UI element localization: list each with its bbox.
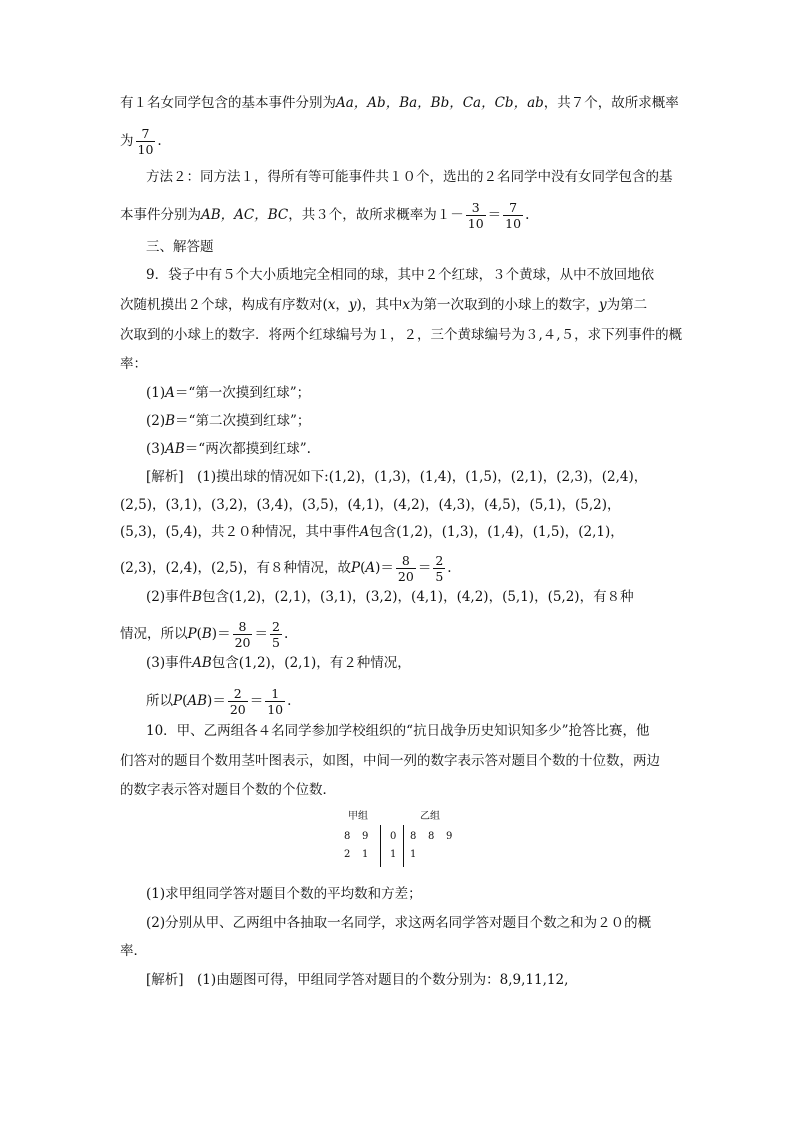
fraction: $\frac{2}{5}$ xyxy=(435,553,444,584)
solution-line: 情况，所以P(B)＝ $\frac{8}{20}$ ＝ $\frac{2}{5}$ . xyxy=(120,619,289,650)
solution-line: (2,5)，(3,1)，(3,2)，(3,4)，(3,5)，(4,1)，(4,2)，(4,3)，(4,5)，(5,1)，(5,2)， xyxy=(120,497,621,513)
table-left-title: 甲组 xyxy=(348,811,368,822)
question-part: 率． xyxy=(120,943,147,959)
question-line: 10．甲、乙两组各４名同学参加学校组织的“抗日战争历史知识知多少”抢答比赛，他 xyxy=(146,723,650,739)
text-line: 方法２：同方法１，得所有等可能事件共１０个，选出的２名同学中没有女同学包含的基 xyxy=(146,169,673,185)
table-divider-right xyxy=(403,825,404,867)
leaf-cell: 2 xyxy=(344,849,351,860)
stem-leaf-table xyxy=(340,805,490,865)
fraction: $\frac{2}{5}$ xyxy=(271,619,280,650)
solution-line: (3)事件AB包含(1,2)，(2,1)，有２种情况， xyxy=(146,655,411,671)
fraction: $\frac{1}{10}$ xyxy=(267,686,284,717)
leaf-cell: 9 xyxy=(446,831,453,842)
question-line: 9．袋子中有５个大小质地完全相同的球，其中２个红球，３个黄球，从中不放回地依 xyxy=(146,267,655,283)
leaf-cell: 8 xyxy=(410,831,417,842)
solution-line: (5,3)，(5,4)，共２０种情况，其中事件A包含(1,2)，(1,3)，(1,4)，(1,5)，(2,1)， xyxy=(120,524,624,540)
stem-cell: 1 xyxy=(390,849,397,860)
text-line: 为 $\frac{7}{10}$ . xyxy=(120,126,162,157)
table-divider-left xyxy=(380,825,381,867)
question-line: 的数字表示答对题目个数的个位数． xyxy=(120,782,336,798)
question-part: (2)分别从甲、乙两组中各抽取一名同学，求这两名同学答对题目个数之和为２０的概 xyxy=(146,915,652,931)
table-right-title: 乙组 xyxy=(420,811,440,822)
leaf-cell: 8 xyxy=(428,831,435,842)
solution-line: (2)事件B包含(1,2)，(2,1)，(3,1)，(3,2)，(4,1)，(4,2)，(5,1)，(5,2)，有８种 xyxy=(146,589,634,605)
leaf-cell: 1 xyxy=(410,849,417,860)
fraction: $\frac{8}{20}$ xyxy=(234,619,251,650)
question-line: 次随机摸出２个球，构成有序数对(x，y)，其中x为第一次取到的小球上的数字，y为第二 xyxy=(120,297,648,313)
solution-line: (2,3)，(2,4)，(2,5)，有８种情况，故P(A)＝ $\frac{8}{20}$ ＝ $\frac{2}{5}$ . xyxy=(120,553,452,584)
event-item: (2)B＝“第二次摸到红球”； xyxy=(146,413,311,429)
text-line: 有１名女同学包含的基本事件分别为Aa，Ab，Ba，Bb，Ca，Cb，ab，共７个，故所求概率 xyxy=(120,95,679,111)
text-line: 本事件分别为AB，AC，BC，共３个，故所求概率为１－ $\frac{3}{10}$ ＝ $\frac{7}{10}$ . xyxy=(120,200,530,231)
question-line: 率： xyxy=(120,356,147,372)
event-item: (1)A＝“第一次摸到红球”； xyxy=(146,385,311,401)
solution-line: [解析] (1)摸出球的情况如下:(1,2)，(1,3)，(1,4)，(1,5)，(2,1)，(2,3)，(2,4)， xyxy=(146,469,648,485)
leaf-cell: 9 xyxy=(362,831,369,842)
leaf-cell: 8 xyxy=(344,831,351,842)
fraction: $\frac{7}{10}$ xyxy=(137,126,154,157)
solution-line: 所以P(AB)＝ $\frac{2}{20}$ ＝ $\frac{1}{10}$ . xyxy=(146,686,292,717)
fraction: $\frac{3}{10}$ xyxy=(467,200,484,231)
section-title: 三、解答题 xyxy=(146,239,214,255)
leaf-cell: 1 xyxy=(362,849,369,860)
fraction: $\frac{8}{20}$ xyxy=(397,553,414,584)
stem-cell: 0 xyxy=(390,831,397,842)
fraction: $\frac{2}{20}$ xyxy=(229,686,246,717)
question-line: 次取到的小球上的数字．将两个红球编号为１，２，三个黄球编号为３,４,５，求下列事件的概 xyxy=(120,327,683,343)
fraction: $\frac{7}{10}$ xyxy=(505,200,522,231)
event-item: (3)AB＝“两次都摸到红球”. xyxy=(146,441,311,457)
solution-line: [解析] (1)由题图可得，甲组同学答对题目的个数分别为：8,9,11,12, xyxy=(146,972,569,988)
question-line: 们答对的题目个数用茎叶图表示，如图，中间一列的数字表示答对题目个数的十位数，两边 xyxy=(120,753,660,769)
question-part: (1)求甲组同学答对题目个数的平均数和方差； xyxy=(146,886,422,902)
